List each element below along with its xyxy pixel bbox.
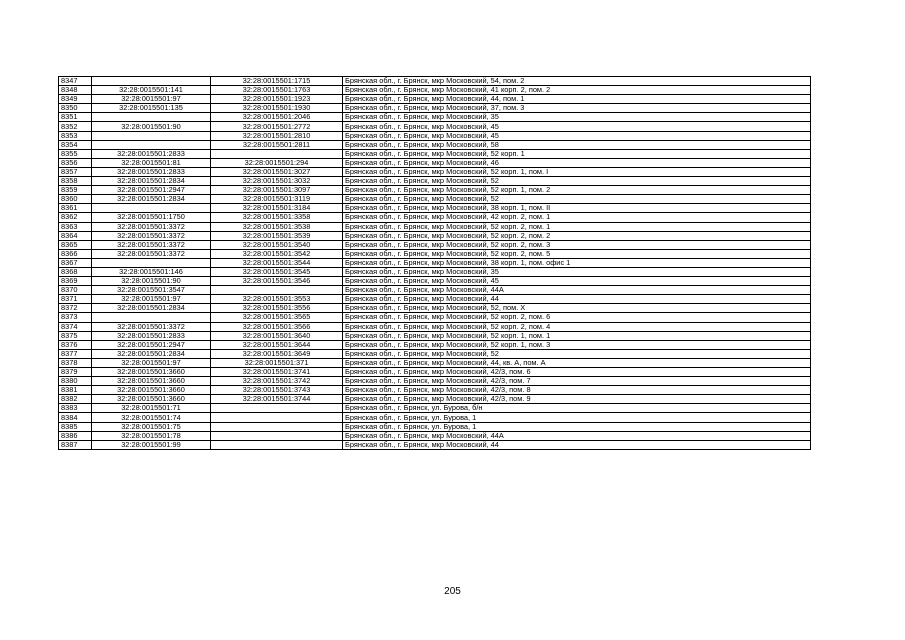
address-cell: Брянская обл., г. Брянск, мкр Московский, 38 корп. 1, пом. офис 1 [343, 258, 811, 267]
object-cadastral-number-cell: 32:28:0015501:3546 [211, 277, 343, 286]
object-cadastral-number-cell: 32:28:0015501:1923 [211, 95, 343, 104]
table-row [59, 304, 811, 313]
row-number-cell: 8349 [59, 95, 92, 104]
object-cadastral-number-cell: 32:28:0015501:1715 [211, 77, 343, 86]
row-number-cell: 8351 [59, 113, 92, 122]
object-cadastral-number-cell: 32:28:0015501:3538 [211, 222, 343, 231]
row-number-cell: 8386 [59, 431, 92, 440]
row-number-cell: 8362 [59, 213, 92, 222]
address-cell: Брянская обл., г. Брянск, мкр Московский, 52 корп. 1, пом. 1 [343, 331, 811, 340]
table-row [59, 222, 811, 231]
parcel-cadastral-number-cell [92, 131, 211, 140]
registry-table-body [59, 77, 811, 450]
object-cadastral-number-cell: 32:28:0015501:3744 [211, 395, 343, 404]
row-number-cell: 8387 [59, 440, 92, 449]
row-number-cell: 8353 [59, 131, 92, 140]
parcel-cadastral-number-cell [92, 204, 211, 213]
parcel-cadastral-number-cell: 32:28:0015501:146 [92, 267, 211, 276]
row-number-cell: 8384 [59, 413, 92, 422]
cadastral-registry-table [58, 76, 811, 450]
address-cell: Брянская обл., г. Брянск, мкр Московский, 46 [343, 158, 811, 167]
address-cell: Брянская обл., г. Брянск, мкр Московский, 44, пом. 1 [343, 95, 811, 104]
parcel-cadastral-number-cell [92, 113, 211, 122]
parcel-cadastral-number-cell: 32:28:0015501:3547 [92, 286, 211, 295]
row-number-cell: 8381 [59, 386, 92, 395]
address-cell: Брянская обл., г. Брянск, мкр Московский, 45 [343, 277, 811, 286]
table-row [59, 267, 811, 276]
object-cadastral-number-cell: 32:28:0015501:3649 [211, 349, 343, 358]
object-cadastral-number-cell: 32:28:0015501:3544 [211, 258, 343, 267]
address-cell: Брянская обл., г. Брянск, мкр Московский, 52 [343, 195, 811, 204]
row-number-cell: 8376 [59, 340, 92, 349]
table-row [59, 258, 811, 267]
row-number-cell: 8385 [59, 422, 92, 431]
table-row [59, 177, 811, 186]
table-row [59, 358, 811, 367]
row-number-cell: 8365 [59, 240, 92, 249]
parcel-cadastral-number-cell: 32:28:0015501:90 [92, 122, 211, 131]
object-cadastral-number-cell: 32:28:0015501:3539 [211, 231, 343, 240]
table-row [59, 404, 811, 413]
table-row [59, 422, 811, 431]
address-cell: Брянская обл., г. Брянск, мкр Московский, 44А [343, 286, 811, 295]
table-row [59, 295, 811, 304]
parcel-cadastral-number-cell: 32:28:0015501:3660 [92, 377, 211, 386]
parcel-cadastral-number-cell: 32:28:0015501:2834 [92, 304, 211, 313]
address-cell: Брянская обл., г. Брянск, мкр Московский, 44 [343, 295, 811, 304]
row-number-cell: 8355 [59, 149, 92, 158]
table-row [59, 113, 811, 122]
row-number-cell: 8359 [59, 186, 92, 195]
object-cadastral-number-cell: 32:28:0015501:3027 [211, 167, 343, 176]
table-row [59, 122, 811, 131]
row-number-cell: 8371 [59, 295, 92, 304]
address-cell: Брянская обл., г. Брянск, мкр Московский, 58 [343, 140, 811, 149]
address-cell: Брянская обл., г. Брянск, мкр Московский, 41 корп. 2, пом. 2 [343, 86, 811, 95]
table-row [59, 395, 811, 404]
object-cadastral-number-cell: 32:28:0015501:3097 [211, 186, 343, 195]
parcel-cadastral-number-cell [92, 77, 211, 86]
table-row [59, 322, 811, 331]
object-cadastral-number-cell: 32:28:0015501:3566 [211, 322, 343, 331]
row-number-cell: 8361 [59, 204, 92, 213]
parcel-cadastral-number-cell: 32:28:0015501:81 [92, 158, 211, 167]
parcel-cadastral-number-cell: 32:28:0015501:3660 [92, 368, 211, 377]
object-cadastral-number-cell [211, 431, 343, 440]
parcel-cadastral-number-cell: 32:28:0015501:2947 [92, 340, 211, 349]
row-number-cell: 8367 [59, 258, 92, 267]
table-row [59, 277, 811, 286]
object-cadastral-number-cell: 32:28:0015501:3540 [211, 240, 343, 249]
object-cadastral-number-cell: 32:28:0015501:2811 [211, 140, 343, 149]
address-cell: Брянская обл., г. Брянск, мкр Московский, 52 корп. 2, пом. 4 [343, 322, 811, 331]
address-cell: Брянская обл., г. Брянск, ул. Бурова, б/н [343, 404, 811, 413]
table-row [59, 95, 811, 104]
table-row [59, 104, 811, 113]
table-row [59, 286, 811, 295]
parcel-cadastral-number-cell: 32:28:0015501:75 [92, 422, 211, 431]
object-cadastral-number-cell [211, 404, 343, 413]
object-cadastral-number-cell: 32:28:0015501:3545 [211, 267, 343, 276]
object-cadastral-number-cell [211, 149, 343, 158]
parcel-cadastral-number-cell: 32:28:0015501:141 [92, 86, 211, 95]
object-cadastral-number-cell: 32:28:0015501:371 [211, 358, 343, 367]
object-cadastral-number-cell: 32:28:0015501:294 [211, 158, 343, 167]
row-number-cell: 8373 [59, 313, 92, 322]
object-cadastral-number-cell: 32:28:0015501:1763 [211, 86, 343, 95]
table-row [59, 331, 811, 340]
object-cadastral-number-cell [211, 413, 343, 422]
table-row [59, 368, 811, 377]
parcel-cadastral-number-cell: 32:28:0015501:2833 [92, 167, 211, 176]
row-number-cell: 8370 [59, 286, 92, 295]
address-cell: Брянская обл., г. Брянск, ул. Бурова, 1 [343, 422, 811, 431]
object-cadastral-number-cell: 32:28:0015501:3184 [211, 204, 343, 213]
address-cell: Брянская обл., г. Брянск, мкр Московский, 52 корп. 2, пом. 1 [343, 222, 811, 231]
table-row [59, 231, 811, 240]
row-number-cell: 8366 [59, 249, 92, 258]
address-cell: Брянская обл., г. Брянск, мкр Московский, 35 [343, 113, 811, 122]
table-row [59, 440, 811, 449]
table-row [59, 240, 811, 249]
table-row [59, 167, 811, 176]
row-number-cell: 8383 [59, 404, 92, 413]
row-number-cell: 8372 [59, 304, 92, 313]
parcel-cadastral-number-cell: 32:28:0015501:74 [92, 413, 211, 422]
parcel-cadastral-number-cell [92, 258, 211, 267]
parcel-cadastral-number-cell: 32:28:0015501:3372 [92, 322, 211, 331]
object-cadastral-number-cell [211, 422, 343, 431]
object-cadastral-number-cell: 32:28:0015501:3032 [211, 177, 343, 186]
object-cadastral-number-cell: 32:28:0015501:3358 [211, 213, 343, 222]
object-cadastral-number-cell: 32:28:0015501:2772 [211, 122, 343, 131]
parcel-cadastral-number-cell: 32:28:0015501:1750 [92, 213, 211, 222]
address-cell: Брянская обл., г. Брянск, мкр Московский, 52 корп. 2, пом. 6 [343, 313, 811, 322]
table-row [59, 149, 811, 158]
table-row [59, 431, 811, 440]
address-cell: Брянская обл., г. Брянск, мкр Московский, 38 корп. 1, пом. II [343, 204, 811, 213]
address-cell: Брянская обл., г. Брянск, мкр Московский, 52 корп. 2, пом. 5 [343, 249, 811, 258]
parcel-cadastral-number-cell: 32:28:0015501:71 [92, 404, 211, 413]
object-cadastral-number-cell: 32:28:0015501:1930 [211, 104, 343, 113]
address-cell: Брянская обл., г. Брянск, мкр Московский, 44А [343, 431, 811, 440]
object-cadastral-number-cell: 32:28:0015501:2810 [211, 131, 343, 140]
object-cadastral-number-cell [211, 286, 343, 295]
address-cell: Брянская обл., г. Брянск, мкр Московский, 54, пом. 2 [343, 77, 811, 86]
row-number-cell: 8357 [59, 167, 92, 176]
object-cadastral-number-cell: 32:28:0015501:3565 [211, 313, 343, 322]
row-number-cell: 8377 [59, 349, 92, 358]
parcel-cadastral-number-cell: 32:28:0015501:2833 [92, 331, 211, 340]
row-number-cell: 8356 [59, 158, 92, 167]
object-cadastral-number-cell: 32:28:0015501:2046 [211, 113, 343, 122]
parcel-cadastral-number-cell: 32:28:0015501:135 [92, 104, 211, 113]
address-cell: Брянская обл., г. Брянск, мкр Московский, 52 корп. 1, пом. 2 [343, 186, 811, 195]
row-number-cell: 8354 [59, 140, 92, 149]
address-cell: Брянская обл., г. Брянск, ул. Бурова, 1 [343, 413, 811, 422]
table-row [59, 158, 811, 167]
table-row [59, 313, 811, 322]
parcel-cadastral-number-cell: 32:28:0015501:3372 [92, 240, 211, 249]
row-number-cell: 8358 [59, 177, 92, 186]
row-number-cell: 8374 [59, 322, 92, 331]
address-cell: Брянская обл., г. Брянск, мкр Московский, 42/3, пом. 9 [343, 395, 811, 404]
row-number-cell: 8379 [59, 368, 92, 377]
row-number-cell: 8375 [59, 331, 92, 340]
object-cadastral-number-cell: 32:28:0015501:3743 [211, 386, 343, 395]
row-number-cell: 8369 [59, 277, 92, 286]
row-number-cell: 8348 [59, 86, 92, 95]
object-cadastral-number-cell: 32:28:0015501:3556 [211, 304, 343, 313]
parcel-cadastral-number-cell: 32:28:0015501:3660 [92, 395, 211, 404]
address-cell: Брянская обл., г. Брянск, мкр Московский, 42/3, пом. 7 [343, 377, 811, 386]
table-row [59, 340, 811, 349]
address-cell: Брянская обл., г. Брянск, мкр Московский, 52 корп. 1, пом. I [343, 167, 811, 176]
row-number-cell: 8382 [59, 395, 92, 404]
table-row [59, 386, 811, 395]
parcel-cadastral-number-cell: 32:28:0015501:2834 [92, 349, 211, 358]
parcel-cadastral-number-cell: 32:28:0015501:97 [92, 358, 211, 367]
row-number-cell: 8378 [59, 358, 92, 367]
row-number-cell: 8347 [59, 77, 92, 86]
parcel-cadastral-number-cell: 32:28:0015501:3660 [92, 386, 211, 395]
parcel-cadastral-number-cell: 32:28:0015501:2833 [92, 149, 211, 158]
row-number-cell: 8363 [59, 222, 92, 231]
address-cell: Брянская обл., г. Брянск, мкр Московский, 42 корп. 2, пом. 1 [343, 213, 811, 222]
table-row [59, 140, 811, 149]
row-number-cell: 8360 [59, 195, 92, 204]
table-row [59, 77, 811, 86]
object-cadastral-number-cell: 32:28:0015501:3640 [211, 331, 343, 340]
object-cadastral-number-cell: 32:28:0015501:3542 [211, 249, 343, 258]
table-row [59, 131, 811, 140]
object-cadastral-number-cell: 32:28:0015501:3644 [211, 340, 343, 349]
parcel-cadastral-number-cell: 32:28:0015501:99 [92, 440, 211, 449]
address-cell: Брянская обл., г. Брянск, мкр Московский, 52 корп. 1 [343, 149, 811, 158]
address-cell: Брянская обл., г. Брянск, мкр Московский, 52, пом. X [343, 304, 811, 313]
table-row [59, 377, 811, 386]
table-row [59, 86, 811, 95]
table-row [59, 249, 811, 258]
address-cell: Брянская обл., г. Брянск, мкр Московский, 52 [343, 177, 811, 186]
address-cell: Брянская обл., г. Брянск, мкр Московский, 52 корп. 2, пом. 3 [343, 240, 811, 249]
parcel-cadastral-number-cell [92, 140, 211, 149]
parcel-cadastral-number-cell: 32:28:0015501:2834 [92, 195, 211, 204]
parcel-cadastral-number-cell: 32:28:0015501:97 [92, 95, 211, 104]
object-cadastral-number-cell: 32:28:0015501:3742 [211, 377, 343, 386]
parcel-cadastral-number-cell: 32:28:0015501:2834 [92, 177, 211, 186]
row-number-cell: 8380 [59, 377, 92, 386]
table-row [59, 413, 811, 422]
parcel-cadastral-number-cell: 32:28:0015501:3372 [92, 249, 211, 258]
row-number-cell: 8350 [59, 104, 92, 113]
object-cadastral-number-cell: 32:28:0015501:3741 [211, 368, 343, 377]
object-cadastral-number-cell: 32:28:0015501:3553 [211, 295, 343, 304]
table-row [59, 213, 811, 222]
parcel-cadastral-number-cell: 32:28:0015501:90 [92, 277, 211, 286]
parcel-cadastral-number-cell: 32:28:0015501:2947 [92, 186, 211, 195]
address-cell: Брянская обл., г. Брянск, мкр Московский, 35 [343, 267, 811, 276]
address-cell: Брянская обл., г. Брянск, мкр Московский, 44, кв. А, пом. А [343, 358, 811, 367]
address-cell: Брянская обл., г. Брянск, мкр Московский, 44 [343, 440, 811, 449]
parcel-cadastral-number-cell: 32:28:0015501:3372 [92, 231, 211, 240]
object-cadastral-number-cell: 32:28:0015501:3119 [211, 195, 343, 204]
address-cell: Брянская обл., г. Брянск, мкр Московский, 37, пом. 3 [343, 104, 811, 113]
row-number-cell: 8352 [59, 122, 92, 131]
table-row [59, 349, 811, 358]
address-cell: Брянская обл., г. Брянск, мкр Московский, 45 [343, 131, 811, 140]
table-row [59, 195, 811, 204]
table-row [59, 204, 811, 213]
address-cell: Брянская обл., г. Брянск, мкр Московский, 52 корп. 2, пом. 2 [343, 231, 811, 240]
parcel-cadastral-number-cell [92, 313, 211, 322]
parcel-cadastral-number-cell: 32:28:0015501:97 [92, 295, 211, 304]
row-number-cell: 8364 [59, 231, 92, 240]
address-cell: Брянская обл., г. Брянск, мкр Московский, 52 корп. 1, пом. 3 [343, 340, 811, 349]
address-cell: Брянская обл., г. Брянск, мкр Московский, 45 [343, 122, 811, 131]
row-number-cell: 8368 [59, 267, 92, 276]
address-cell: Брянская обл., г. Брянск, мкр Московский, 42/3, пом. 6 [343, 368, 811, 377]
address-cell: Брянская обл., г. Брянск, мкр Московский, 52 [343, 349, 811, 358]
parcel-cadastral-number-cell: 32:28:0015501:78 [92, 431, 211, 440]
parcel-cadastral-number-cell: 32:28:0015501:3372 [92, 222, 211, 231]
page-number: 205 [444, 586, 461, 597]
object-cadastral-number-cell [211, 440, 343, 449]
address-cell: Брянская обл., г. Брянск, мкр Московский, 42/3, пом. 8 [343, 386, 811, 395]
table-row [59, 186, 811, 195]
